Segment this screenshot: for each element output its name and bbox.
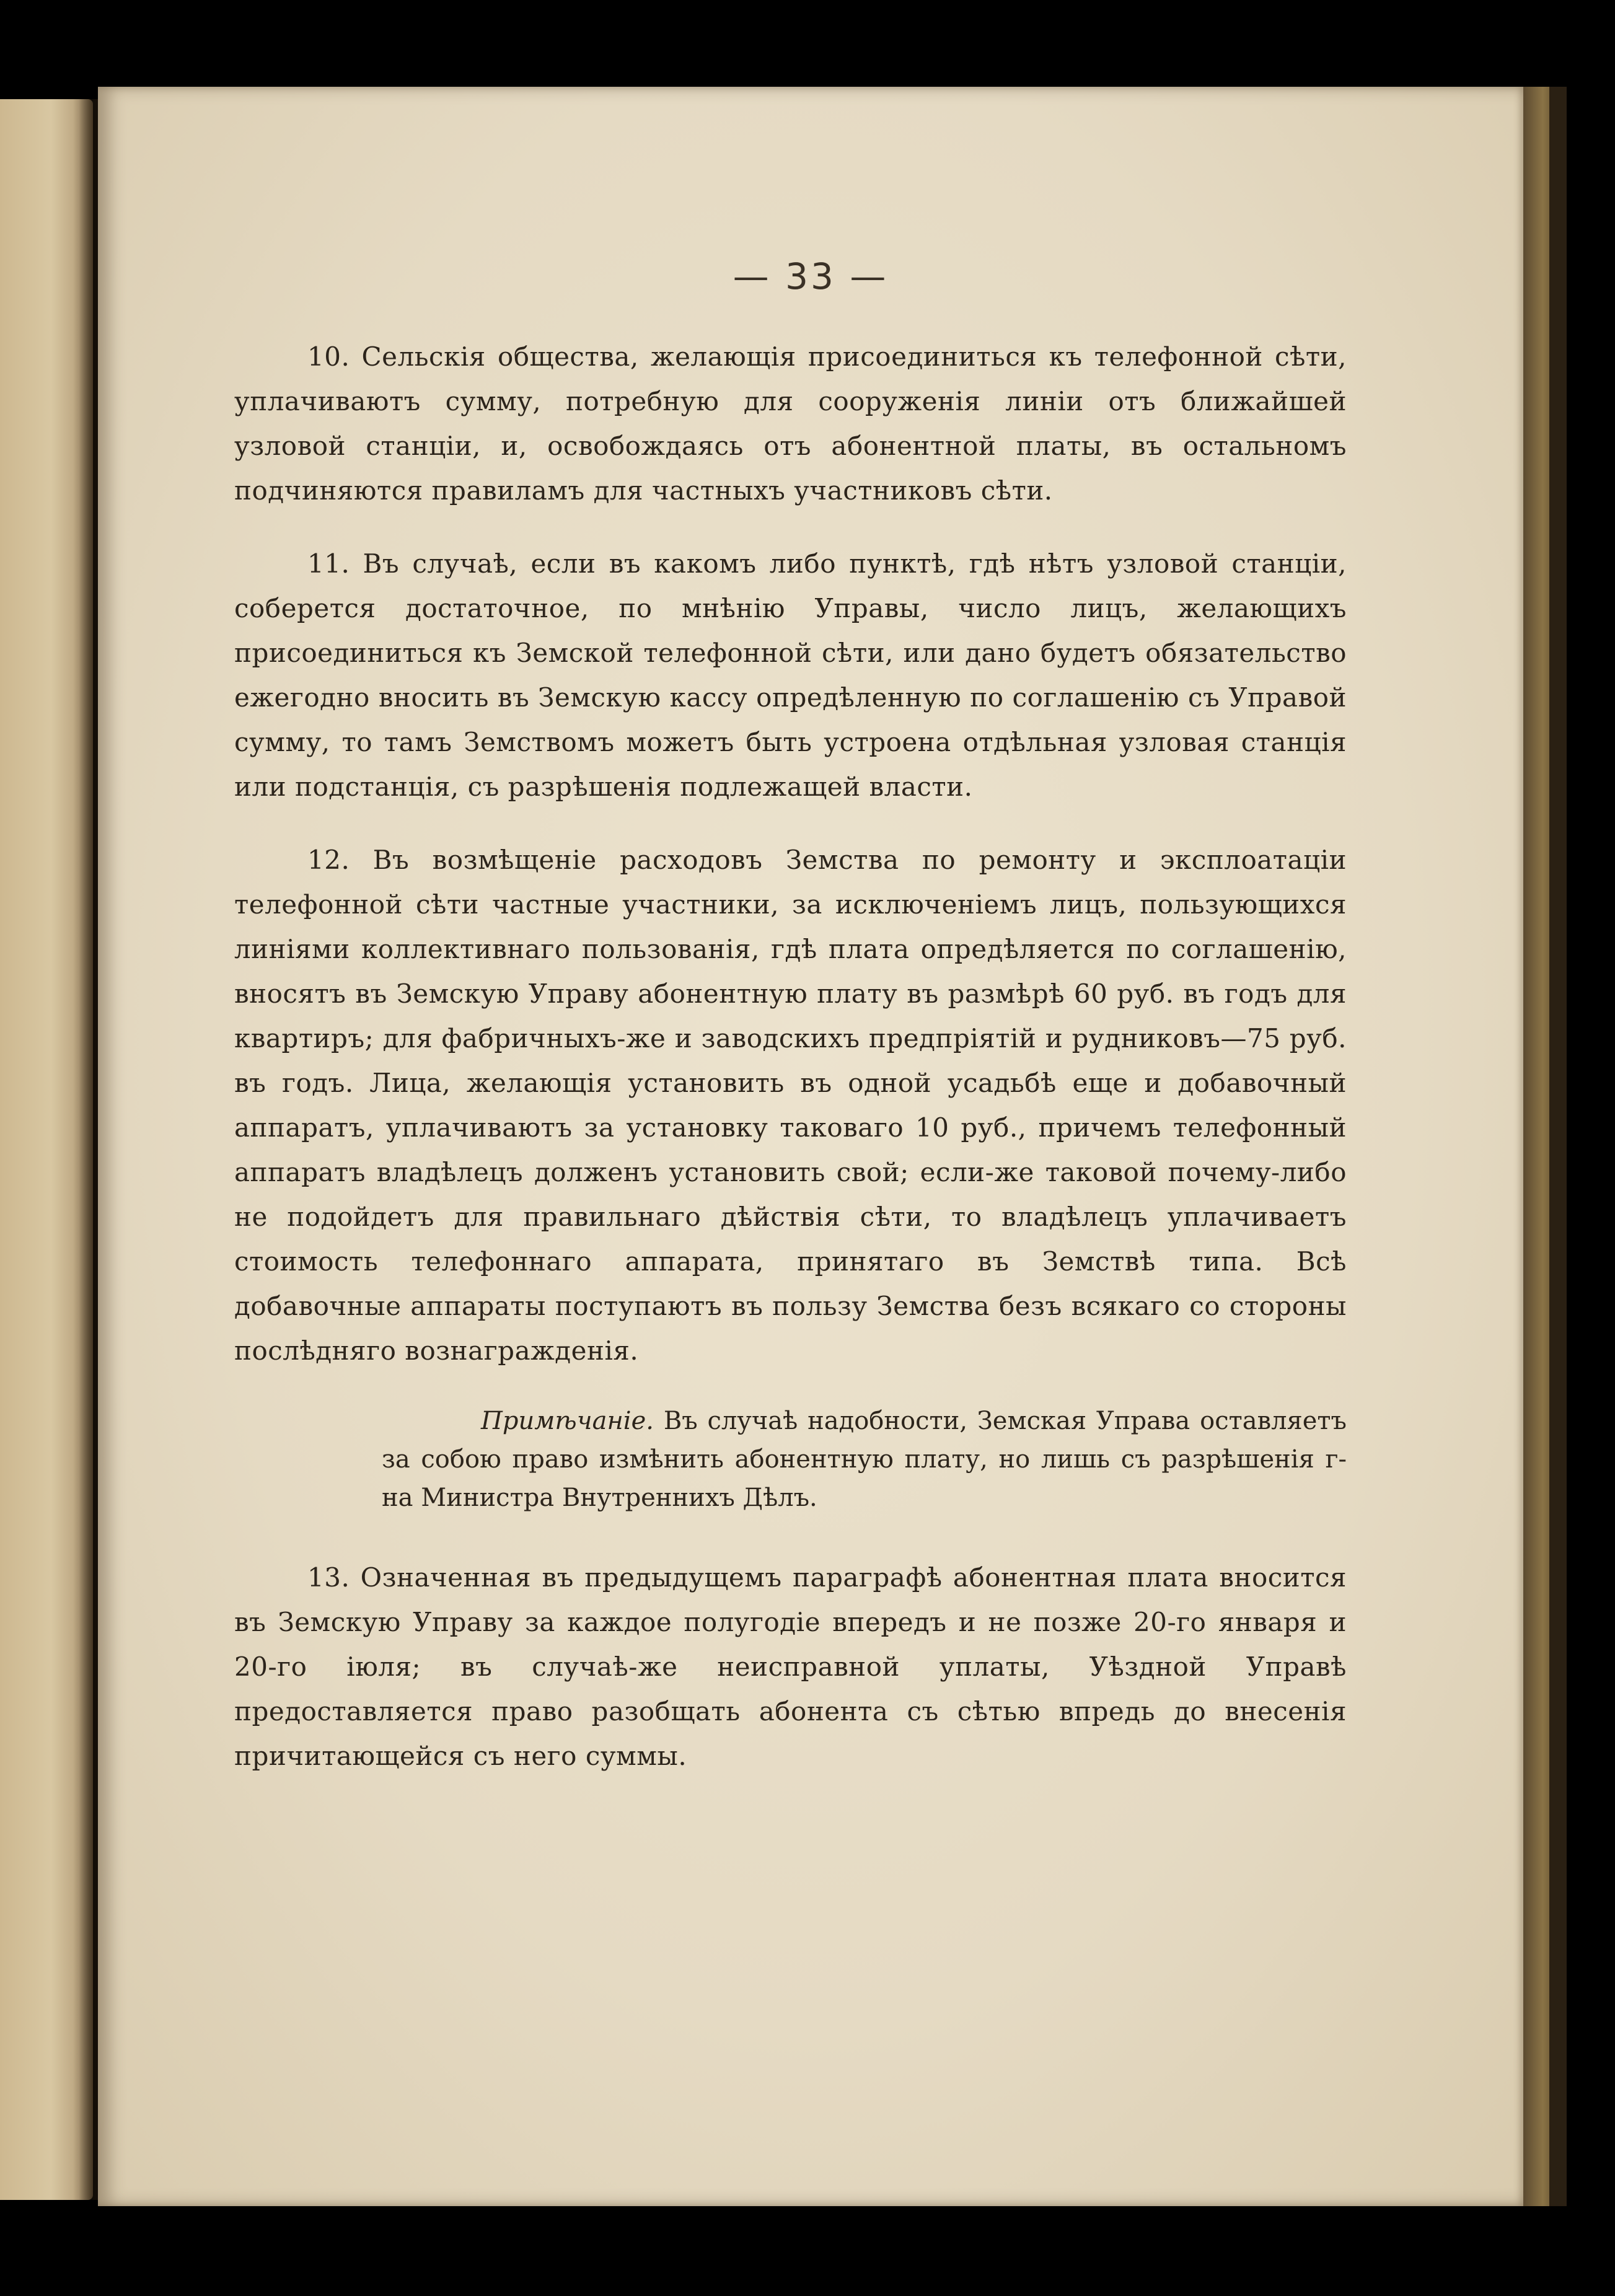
book-page: [98, 87, 1523, 2206]
left-page-shadow: [73, 99, 98, 2200]
note: [234, 1402, 1347, 1517]
paragraph-13: 13. Означенная въ предыдущемъ параграфѣ абонентная плата вносится въ Земскую Управу за каждое полугодіе впередъ и не позже 20-го января и 20-го іюля; въ случаѣ-же неисправной уплаты, Уѣздной Управѣ предоставляется право разобщать абонента съ сѣтью впредь до внесенія причитающейся съ него суммы.: [234, 1562, 1347, 1771]
paragraph-10: 10. Сельскія общества, желающія присоединиться къ телефонной сѣти, уплачиваютъ сумму, потребную для сооруженія линіи отъ ближайшей узловой станціи, и, освобождаясь отъ абонентной платы, въ остальномъ подчиняются правиламъ для частныхъ участниковъ сѣти.: [234, 341, 1347, 506]
note-text: Въ случаѣ надобности, Земская Управа оставляетъ за собою право измѣнить абонентную плату, но лишь съ разрѣшенія г-на Министра Внутреннихъ Дѣлъ.: [382, 1407, 1347, 1512]
paragraph-11: 11. Въ случаѣ, если въ какомъ либо пунктѣ, гдѣ нѣтъ узловой станціи, соберется достаточное, по мнѣнію Управы, число лицъ, желающихъ присоединиться къ Земской телефонной сѣти, или дано будетъ обязательство ежегодно вносить въ Земскую кассу опредѣленную по соглашенію съ Управой сумму, то тамъ Земствомъ можетъ быть устроена отдѣльная узловая станція или подстанція, съ разрѣшенія подлежащей власти.: [234, 548, 1347, 802]
page-text: [234, 335, 1347, 1807]
book-spine-shadow: [1549, 87, 1567, 2206]
page-number: — 33 —: [733, 255, 889, 297]
paragraph-12: 12. Въ возмѣщеніе расходовъ Земства по ремонту и эксплоатаціи телефонной сѣти частные участники, за исключеніемъ лицъ, пользующихся линіями коллективнаго пользованія, гдѣ плата опредѣляется по соглашенію, вносятъ въ Земскую Управу абонентную плату въ размѣрѣ 60 руб. въ годъ для квартиръ; для фабричныхъ-же и заводскихъ предпріятій и рудниковъ—75 руб. въ годъ. Лица, желающія установить въ одной усадьбѣ еще и добавочный аппаратъ, уплачиваютъ за установку таковаго 10 руб., причемъ телефонный аппаратъ владѣлецъ долженъ установить свой; если-же таковой почему-либо не подойдетъ для правильнаго дѣйствія сѣти, то владѣлецъ уплачиваетъ стоимость телефоннаго аппарата, принятаго въ Земствѣ типа. Всѣ добавочные аппараты поступаютъ въ пользу Земства безъ всякаго со стороны послѣдняго вознагражденія.: [234, 845, 1347, 1366]
note-label: Примѣчаніе.: [481, 1407, 654, 1435]
